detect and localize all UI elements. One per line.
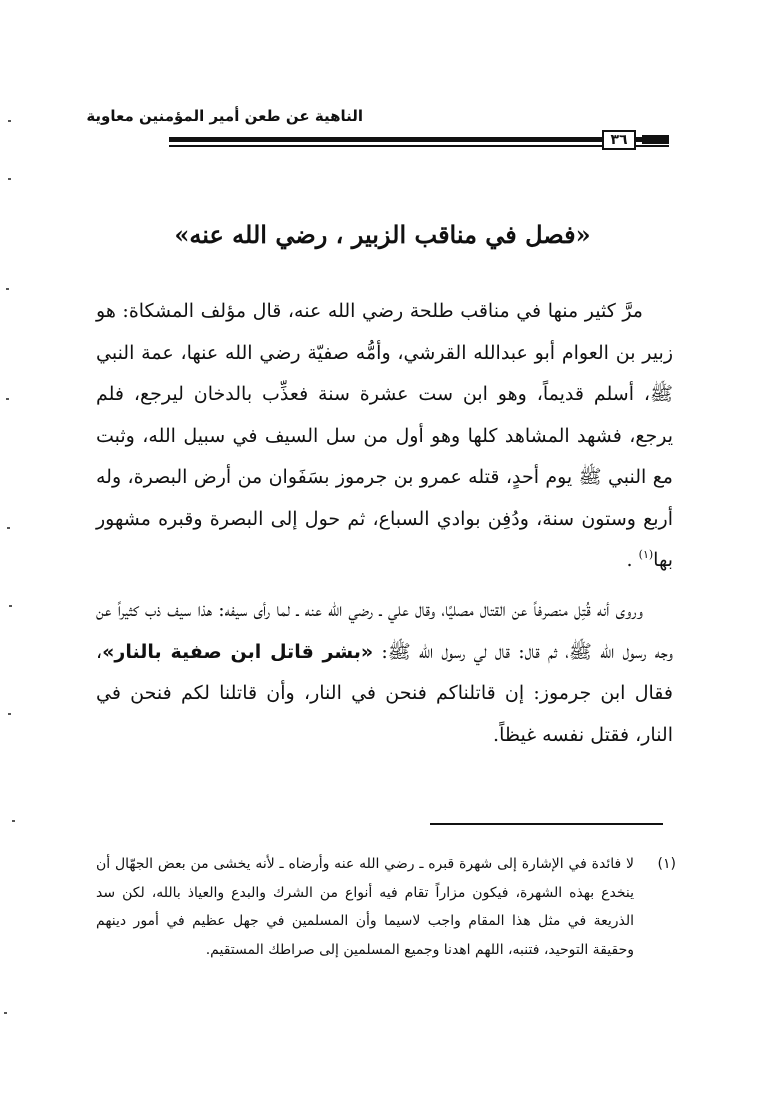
scan-speck [4,1012,7,1014]
footnote-text: لا فائدة في الإشارة إلى شهرة قبره ـ رضي الله عنه وأرضاه ـ لأنه يخشى من بعض الجهّال أن ينخدع بهذه الشهرة، فيكون مزاراً تقام فيه أنواع من الشرك والبدع والعياذ بالله، لكن سد الذريعة في مثل هذا المقام واجب لاسيما وأن المسلمين في جهل عظيم في أمور دينهم وحقيقة التوحيد، فتنبه، اللهم اهدنا وجميع المسلمين إلى صراطك المستقيم. [96,856,634,958]
scan-speck [12,820,15,822]
running-title: الناهية عن طعن أمير المؤمنين معاوية [86,107,363,125]
paragraph-2-text-before: وروى أنه قُتِل منصرفاً عن القتال مصليًا، وقال علي ـ رضي الله عنه ـ لما رأى سيفه: هذا سيف ذب كثيراً عن وجه رسول الله ﷺ، ثم قال: قال لي رسول الله ﷺ: [96,599,673,663]
scan-speck [9,605,12,607]
paragraph-1-text: مرَّ كثير منها في مناقب طلحة رضي الله عنه، قال مؤلف المشكاة: هو زبير بن العوام أبو عبدالله القرشي، وأمُّه صفيّة رضي الله عنها، عمة النبي ﷺ، أسلم قديماً، وهو ابن ست عشرة سنة فعذِّب بالدخان ليرجع، فلم يرجع، فشهد المشاهد كلها وهو أول من سل السيف في سبيل الله، وثبت مع النبي ﷺ يوم أحدٍ، قتله عمرو بن جرموز بسَفَوان من أرض البصرة، وله أربع وستون سنة، ودُفِن بوادي السباع، ثم حول إلى البصرة وقبره مشهور بها [96,300,673,571]
paragraph-1 [96,291,673,582]
scan-speck [7,527,10,529]
page-number-ornament [642,135,669,146]
header-rule-thick [169,137,669,142]
page-number: ٣٦ [602,130,636,150]
page-header [86,106,669,154]
footnote-reference: (١) [638,548,654,561]
paragraph-2-text-after: ، فقال ابن جرموز: إن قاتلناكم فنحن في النار، وأن قاتلنا لكم فنحن في النار، فقتل نفسه غيظاً. [96,640,673,746]
scan-speck [6,398,9,400]
paragraph-2 [96,590,673,756]
footnote [96,850,676,964]
footnote-marker: (١) [657,856,676,872]
footnote-separator [430,823,663,825]
header-rule-thin [169,145,669,147]
chapter-title: «فصل في مناقب الزبير ، رضي الله عنه» [174,220,591,249]
scan-speck [8,178,11,180]
hadith-quote: «بشر قاتل ابن صفية بالنار» [102,640,374,663]
scan-speck [8,713,11,715]
scan-speck [6,288,9,290]
paragraph-1-end: . [626,549,639,571]
scan-speck [8,120,11,122]
